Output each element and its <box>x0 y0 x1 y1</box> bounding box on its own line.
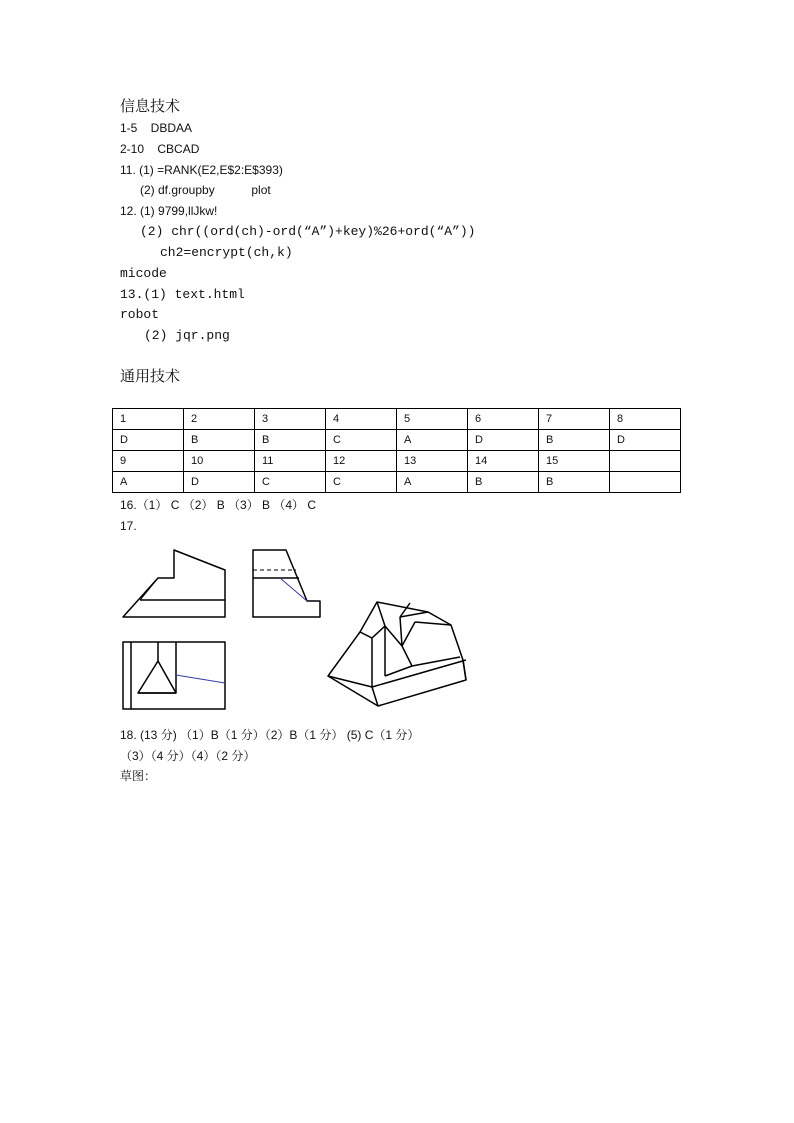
table-cell: C <box>255 472 326 493</box>
table-cell: 13 <box>397 451 468 472</box>
answer-line-9: 13.(1) text.html <box>120 287 245 302</box>
side-view <box>253 550 320 617</box>
front-view <box>123 550 225 617</box>
answer-line-10: robot <box>120 307 160 322</box>
table-cell: 7 <box>539 409 610 430</box>
isometric-view <box>328 602 466 706</box>
table-cell: B <box>184 430 255 451</box>
table-cell: D <box>610 430 681 451</box>
table-cell: C <box>326 430 397 451</box>
table-cell: 1 <box>113 409 184 430</box>
table-cell: B <box>539 430 610 451</box>
sketch-label: 草图： <box>120 769 157 783</box>
answer-line-4: (2) df.groupby plot <box>140 183 271 197</box>
table-cell: 11 <box>255 451 326 472</box>
q18-answer-line-2: （3）（4 分）（4）（2 分） <box>120 749 256 763</box>
answer-line-7: ch2=encrypt(ch,k) <box>160 245 293 260</box>
q17-label: 17. <box>120 519 137 533</box>
table-cell: B <box>255 430 326 451</box>
table-cell: B <box>539 472 610 493</box>
answer-line-6: (2) chr((ord(ch)-ord(“A”)+key)%26+ord(“A”)) <box>140 224 476 239</box>
answer-line-8: micode <box>120 266 167 281</box>
table-cell: 12 <box>326 451 397 472</box>
table-cell: 4 <box>326 409 397 430</box>
table-cell: 8 <box>610 409 681 430</box>
table-cell: 3 <box>255 409 326 430</box>
table-cell: C <box>326 472 397 493</box>
table-cell: 9 <box>113 451 184 472</box>
table-cell: A <box>113 472 184 493</box>
answer-line-11: (2) jqr.png <box>144 328 230 343</box>
table-cell: 6 <box>468 409 539 430</box>
table-cell: 10 <box>184 451 255 472</box>
table-cell: D <box>184 472 255 493</box>
answer-line-5: 12. (1) 9799,llJkw! <box>120 204 218 218</box>
table-cell: 14 <box>468 451 539 472</box>
table-cell: A <box>397 430 468 451</box>
table-cell: 2 <box>184 409 255 430</box>
table-cell: A <box>397 472 468 493</box>
table-cell: D <box>468 430 539 451</box>
general-tech-title: 通用技术 <box>120 368 181 385</box>
answer-line-1: 1-5 DBDAA <box>120 121 193 135</box>
table-cell: 15 <box>539 451 610 472</box>
info-tech-title: 信息技术 <box>120 98 181 115</box>
table-cell: 5 <box>397 409 468 430</box>
q18-answer-line-1: 18. (13 分) （1）B（1 分）（2）B（1 分） (5) C（1 分） <box>120 728 420 742</box>
table-cell: B <box>468 472 539 493</box>
top-view <box>123 642 225 709</box>
answer-line-2: 2-10 CBCAD <box>120 142 200 156</box>
q16-answer: 16.（1） C （2） B （3） B （4） C <box>120 498 317 512</box>
answer-line-3: 11. (1) =RANK(E2,E$2:E$393) <box>120 163 283 177</box>
table-cell: D <box>113 430 184 451</box>
